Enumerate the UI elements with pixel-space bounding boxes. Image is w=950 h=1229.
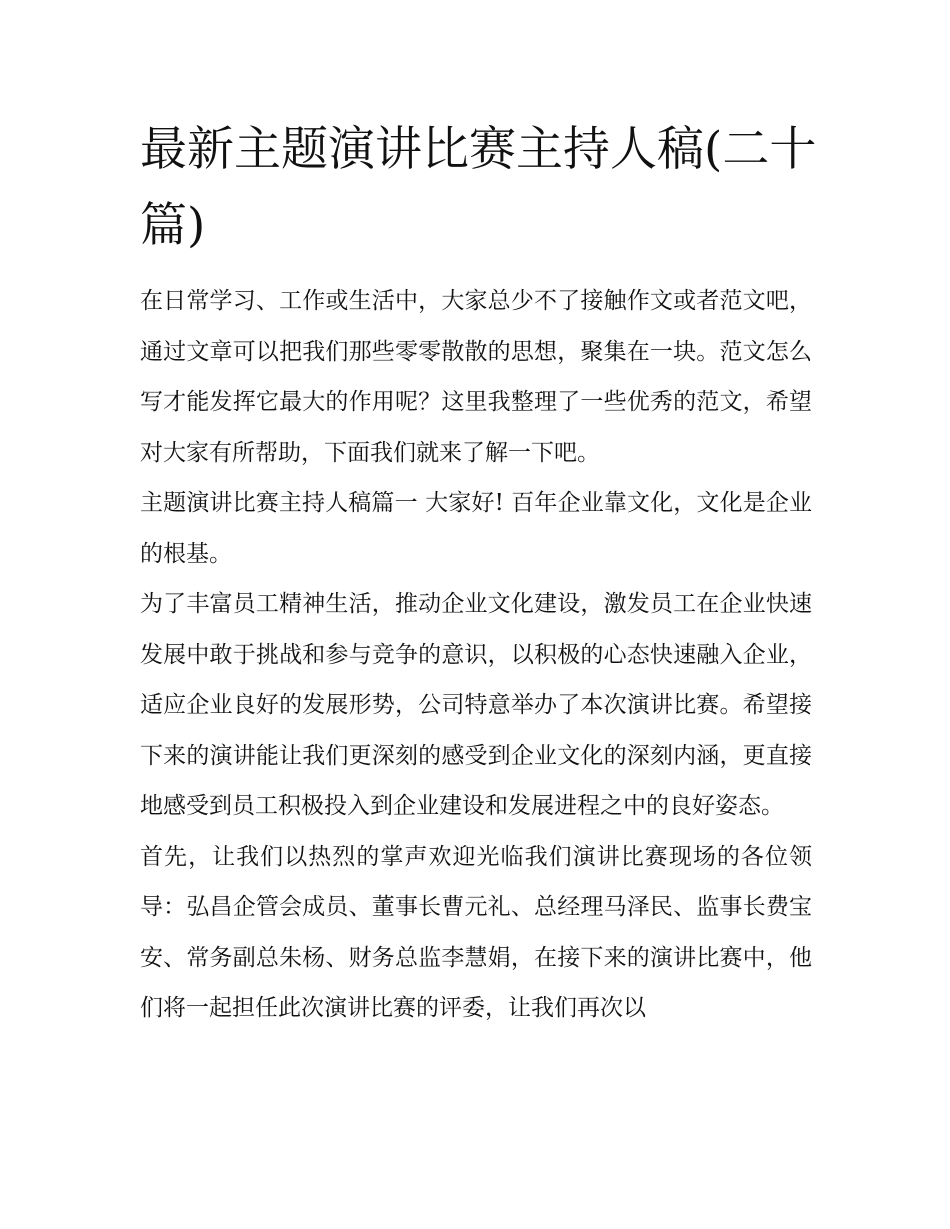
- paragraph-intro: 在日常学习、工作或生活中，大家总少不了接触作文或者范文吧，通过文章可以把我们那些零零散散的思想，聚集在一块。范文怎么写才能发挥它最大的作用呢？这里我整理了一些优秀的范文，希望对大家有所帮助，下面我们就来了解一下吧。: [140, 288, 812, 466]
- paragraph-opening: 主题演讲比赛主持人稿篇一 大家好! 百年企业靠文化，文化是企业的根基。: [140, 490, 812, 567]
- document-body: [140, 276, 812, 1034]
- paragraph-welcome: 首先，让我们以热烈的掌声欢迎光临我们演讲比赛现场的各位领导：弘昌企管会成员、董事长曹元礼、总经理马泽民、监事长费宝安、常务副总朱杨、财务总监李慧娟，在接下来的演讲比赛中，他们将一起担任此次演讲比赛的评委，让我们再次以: [140, 843, 812, 1021]
- paragraph-purpose: 为了丰富员工精神生活，推动企业文化建设，激发员工在企业快速发展中敢于挑战和参与竞争的意识，以积极的心态快速融入企业，适应企业良好的发展形势，公司特意举办了本次演讲比赛。希望接下来的演讲能让我们更深刻的感受到企业文化的深刻内涵，更直接地感受到员工积极投入到企业建设和发展进程之中的良好姿态。: [140, 591, 812, 819]
- document-title: 最新主题演讲比赛主持人稿(二十篇): [140, 122, 817, 253]
